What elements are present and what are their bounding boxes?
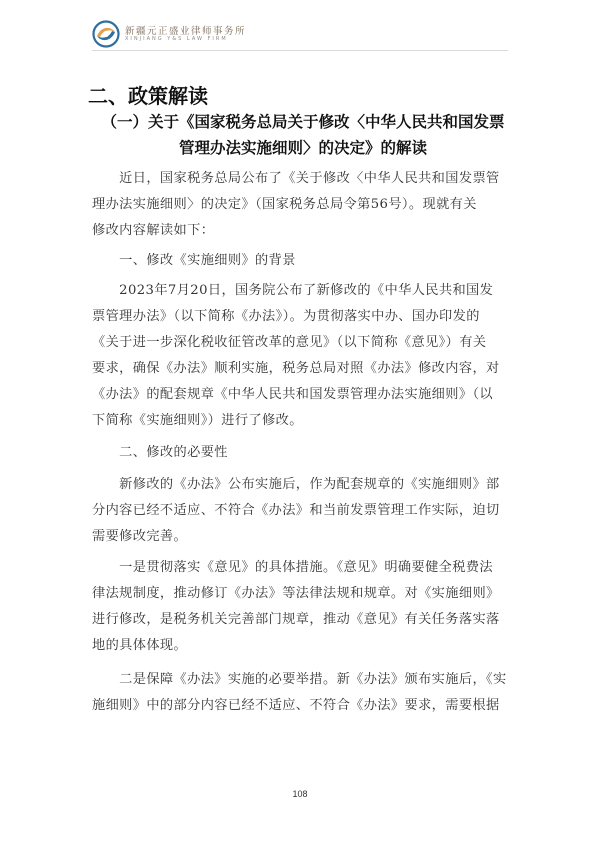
body-line: 近日，国家税务总局公布了《关于修改〈中华人民共和国发票管 — [92, 171, 500, 186]
firm-name-cn: 新疆元正盛业律师事务所 — [125, 26, 247, 37]
firm-name-en: XINJIANG Y&S LAW FIRM — [125, 36, 228, 42]
page-number: 108 — [292, 789, 308, 799]
body-line: 分内容已经不适应、不符合《办法》和当前发票管理工作实际，迫切 — [92, 503, 500, 518]
body-heading: 二、修改的必要性 — [92, 445, 228, 460]
firm-logo-icon — [92, 20, 120, 48]
body-line: 地的具体体现。 — [92, 638, 188, 653]
body-line: 需要修改完善。 — [92, 529, 188, 544]
body-line: 2023年7月20日，国务院公布了新修改的《中华人民共和国发 — [92, 283, 494, 298]
body-line: 二是保障《办法》实施的必要举措。新《办法》颁布实施后，《实 — [92, 672, 507, 687]
letterhead — [92, 20, 512, 50]
body-line: 修改内容解读如下： — [92, 223, 215, 238]
body-heading: 一、修改《实施细则》的背景 — [92, 253, 296, 268]
body-line: 《办法》的配套规章《中华人民共和国发票管理办法实施细则》（以 — [92, 387, 494, 402]
body-line: 施细则》中的部分内容已经不适应、不符合《办法》要求，需要根据 — [92, 698, 500, 713]
body-line: 票管理办法》（以下简称《办法》）。为贯彻落实中办、国办印发的 — [92, 309, 480, 324]
article-title-line-1: （一）关于《国家税务总局关于修改〈中华人民共和国发票 — [101, 113, 505, 131]
body-line: 律法规制度，推动修订《办法》等法律法规和规章。对《实施细则》 — [92, 586, 500, 601]
body-line: 下简称《实施细则》）进行了修改。 — [92, 413, 303, 428]
body-line: 新修改的《办法》公布实施后，作为配套规章的《实施细则》部 — [92, 477, 500, 492]
body-line: 《关于进一步深化税收征管改革的意见》（以下简称《意见》）有关 — [92, 335, 487, 350]
header-divider — [92, 50, 508, 51]
body-line: 进行修改，是税务机关完善部门规章，推动《意见》有关任务落实落 — [92, 612, 500, 627]
section-title: 二、政策解读 — [88, 84, 208, 108]
body-line: 一是贯彻落实《意见》的具体措施。《意见》明确要健全税费法 — [92, 560, 494, 575]
body-line: 要求，确保《办法》顺利实施，税务总局对照《办法》修改内容，对 — [92, 361, 500, 376]
body-line: 理办法实施细则〉的决定》（国家税务总局令第56号）。现就有关 — [92, 197, 477, 212]
article-title-line-2: 管理办法实施细则〉的决定》的解读 — [178, 139, 427, 157]
